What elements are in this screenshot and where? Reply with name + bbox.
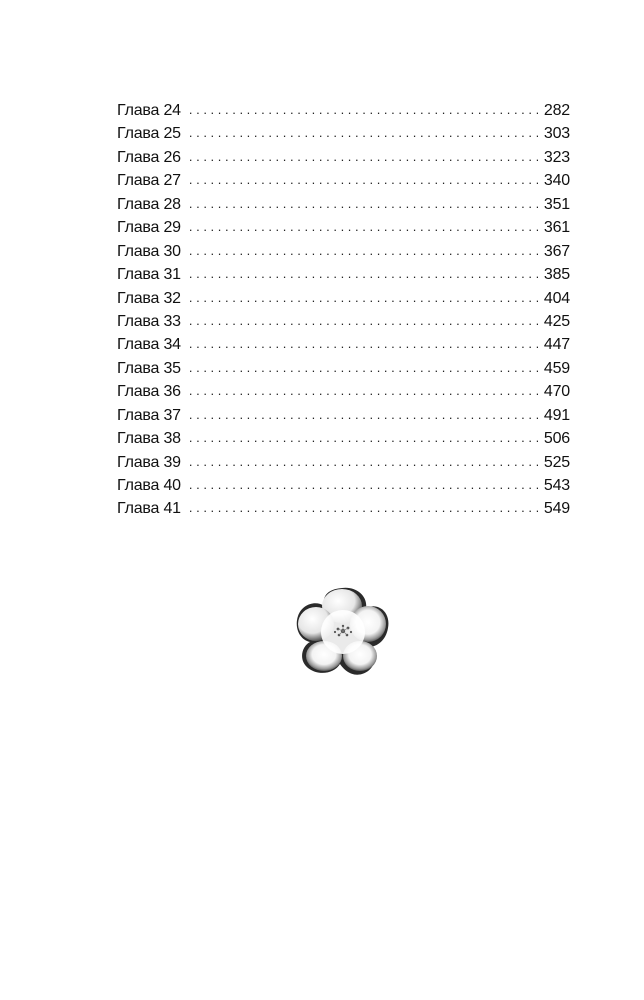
dot-leader (189, 473, 538, 496)
chapter-title: Глава 34 (117, 336, 181, 354)
dot-leader (189, 379, 538, 402)
chapter-title: Глава 25 (117, 125, 181, 143)
page-number: 549 (543, 500, 570, 518)
dot-leader (189, 309, 538, 332)
dot-leader (189, 426, 538, 449)
chapter-title: Глава 35 (117, 359, 181, 377)
page-number: 447 (543, 336, 570, 354)
chapter-title: Глава 40 (117, 477, 181, 494)
toc-entry[interactable] (117, 497, 570, 520)
toc-entry[interactable] (117, 99, 570, 122)
dot-leader (189, 262, 538, 285)
page-number: 303 (543, 125, 570, 143)
dot-leader (189, 286, 538, 309)
chapter-title: Глава 33 (117, 312, 181, 330)
chapter-title: Глава 39 (117, 453, 181, 471)
page-number: 425 (543, 312, 570, 330)
toc-entry[interactable] (117, 193, 570, 216)
page-number: 491 (543, 406, 570, 424)
toc-entry[interactable] (117, 404, 570, 427)
page-number: 459 (543, 359, 570, 377)
chapter-title: Глава 38 (117, 430, 181, 448)
table-of-contents (117, 99, 570, 521)
flower-icon (294, 584, 392, 678)
chapter-title: Глава 36 (117, 383, 181, 401)
chapter-title: Глава 27 (117, 172, 181, 190)
toc-entry[interactable] (117, 474, 570, 497)
dot-leader (189, 403, 538, 426)
chapter-title: Глава 30 (117, 242, 181, 260)
toc-entry[interactable] (117, 333, 570, 356)
page-number: 282 (543, 102, 570, 119)
page-number: 361 (543, 219, 570, 237)
dot-leader (189, 192, 538, 215)
page-number: 404 (543, 289, 570, 307)
toc-entry[interactable] (117, 122, 570, 145)
toc-entry[interactable] (117, 427, 570, 450)
chapter-title: Глава 24 (117, 102, 181, 119)
toc-entry[interactable] (117, 240, 570, 263)
toc-entry[interactable] (117, 287, 570, 310)
page-number: 351 (543, 195, 570, 213)
chapter-title: Глава 31 (117, 266, 181, 284)
dot-leader (189, 121, 538, 144)
toc-entry[interactable] (117, 146, 570, 169)
chapter-title: Глава 32 (117, 289, 181, 307)
page-number: 367 (543, 242, 570, 260)
chapter-title: Глава 41 (117, 500, 181, 518)
dot-leader (189, 450, 538, 473)
dot-leader (189, 168, 538, 191)
dot-leader (189, 145, 538, 168)
dot-leader (189, 98, 538, 121)
page-number: 323 (543, 148, 570, 166)
dot-leader (189, 215, 538, 238)
dot-leader (189, 356, 538, 379)
toc-entry[interactable] (117, 451, 570, 474)
page-number: 470 (543, 383, 570, 401)
toc-entry[interactable] (117, 310, 570, 333)
toc-entry[interactable] (117, 380, 570, 403)
page-number: 340 (543, 172, 570, 190)
toc-entry[interactable] (117, 216, 570, 239)
toc-entry[interactable] (117, 169, 570, 192)
chapter-title: Глава 28 (117, 195, 181, 213)
toc-entry[interactable] (117, 357, 570, 380)
page-number: 525 (543, 453, 570, 471)
toc-entry[interactable] (117, 263, 570, 286)
chapter-title: Глава 26 (117, 148, 181, 166)
dot-leader (189, 496, 538, 519)
dot-leader (189, 239, 538, 262)
chapter-title: Глава 37 (117, 406, 181, 424)
page-number: 543 (543, 477, 570, 494)
page-number: 385 (543, 266, 570, 284)
dot-leader (189, 332, 538, 355)
chapter-title: Глава 29 (117, 219, 181, 237)
page-number: 506 (543, 430, 570, 448)
